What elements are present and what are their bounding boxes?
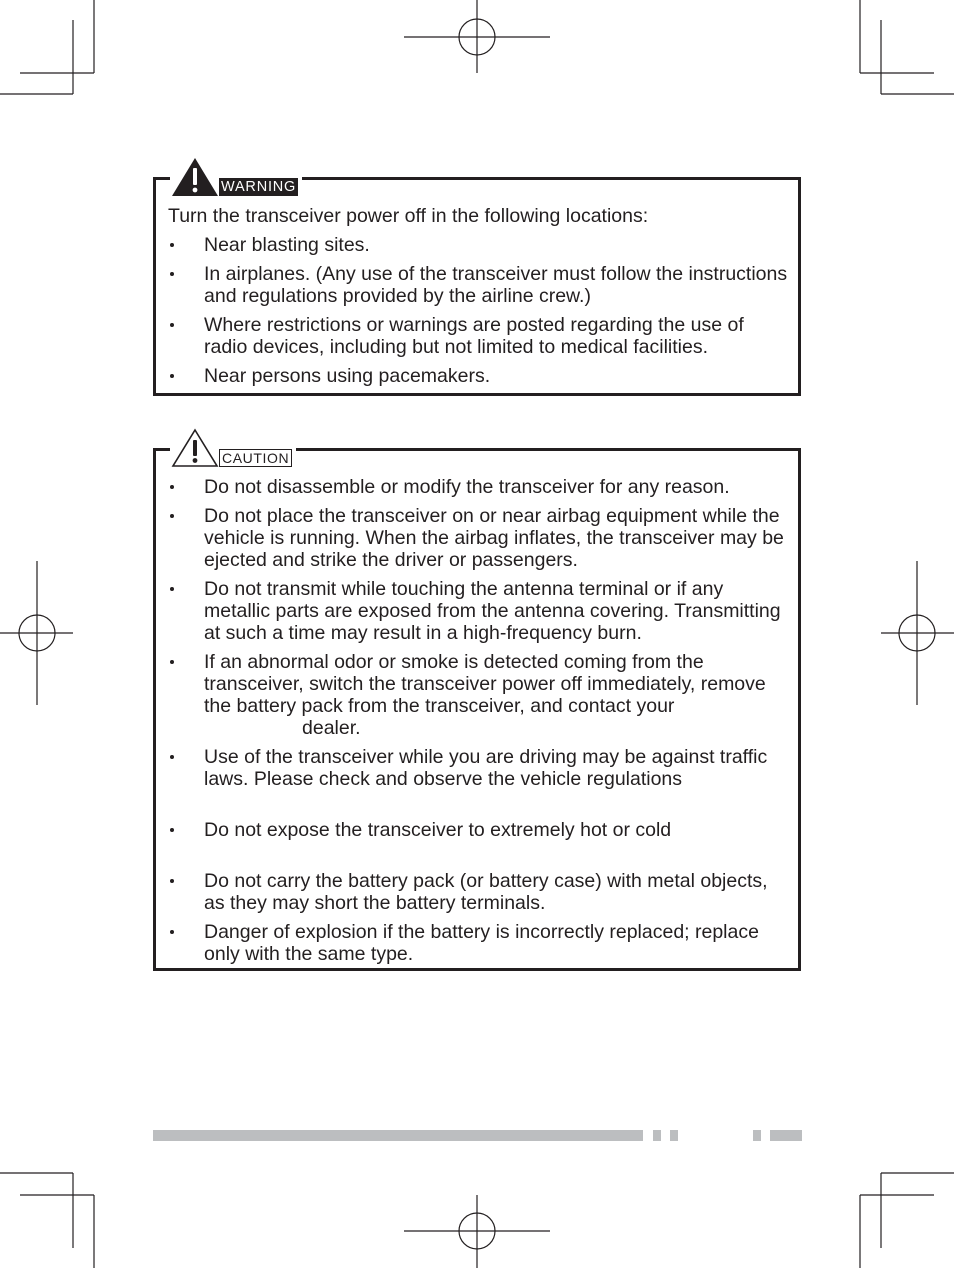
list-item: Do not place the transceiver on or near airbag equipment while the vehicle is running. When the airbag inflates, the transceiver may be ejected and strike the driver or passengers. xyxy=(204,505,784,571)
footer-bar-segment xyxy=(770,1130,802,1141)
list-item: Near blasting sites. xyxy=(204,234,370,256)
warning-intro: Turn the transceiver power off in the following locations: xyxy=(168,205,649,227)
list-item: In airplanes. (Any use of the transceiver must follow the instructions and regulations provided by the airline crew.) xyxy=(204,263,788,307)
footer-bar xyxy=(153,1130,643,1141)
list-item: Do not transmit while touching the antenna terminal or if any metallic parts are exposed from the antenna covering. Transmitting at such a time may result in a high-frequency burn. xyxy=(204,578,781,644)
warning-content xyxy=(168,205,788,394)
list-item: Do not expose the transceiver to extremely hot or cold xyxy=(204,819,672,841)
warning-box xyxy=(153,177,801,396)
list-item: Near persons using pacemakers. xyxy=(204,365,491,387)
warning-list xyxy=(168,234,788,387)
caution-badge xyxy=(170,427,296,469)
list-item: If an abnormal odor or smoke is detected coming from the transceiver, switch the transceiver power off immediately, remove the battery pack from the transceiver, and contact your dealer. xyxy=(204,651,766,739)
warning-label: WARNING xyxy=(221,179,297,195)
list-item: Where restrictions or warnings are posted regarding the use of radio devices, including but not limited to medical facilities. xyxy=(204,314,744,358)
footer-bar-segment xyxy=(670,1130,678,1141)
caution-label: CAUTION xyxy=(219,449,292,467)
footer-bar-segment xyxy=(753,1130,761,1141)
footer-bar-segment xyxy=(653,1130,661,1141)
list-item: Do not disassemble or modify the transceiver for any reason. xyxy=(204,476,730,498)
caution-list xyxy=(168,476,788,965)
caution-triangle-icon xyxy=(170,427,220,469)
list-item: Use of the transceiver while you are driving may be against traffic laws. Please check and observe the vehicle regulations xyxy=(204,746,768,790)
list-item: Do not carry the battery pack (or battery case) with metal objects, as they may short the battery terminals. xyxy=(204,870,768,914)
warning-triangle-icon xyxy=(170,156,220,198)
warning-badge xyxy=(170,156,302,198)
caution-content xyxy=(168,476,788,972)
caution-box xyxy=(153,448,801,971)
list-item: Danger of explosion if the battery is incorrectly replaced; replace only with the same type. xyxy=(204,921,759,965)
